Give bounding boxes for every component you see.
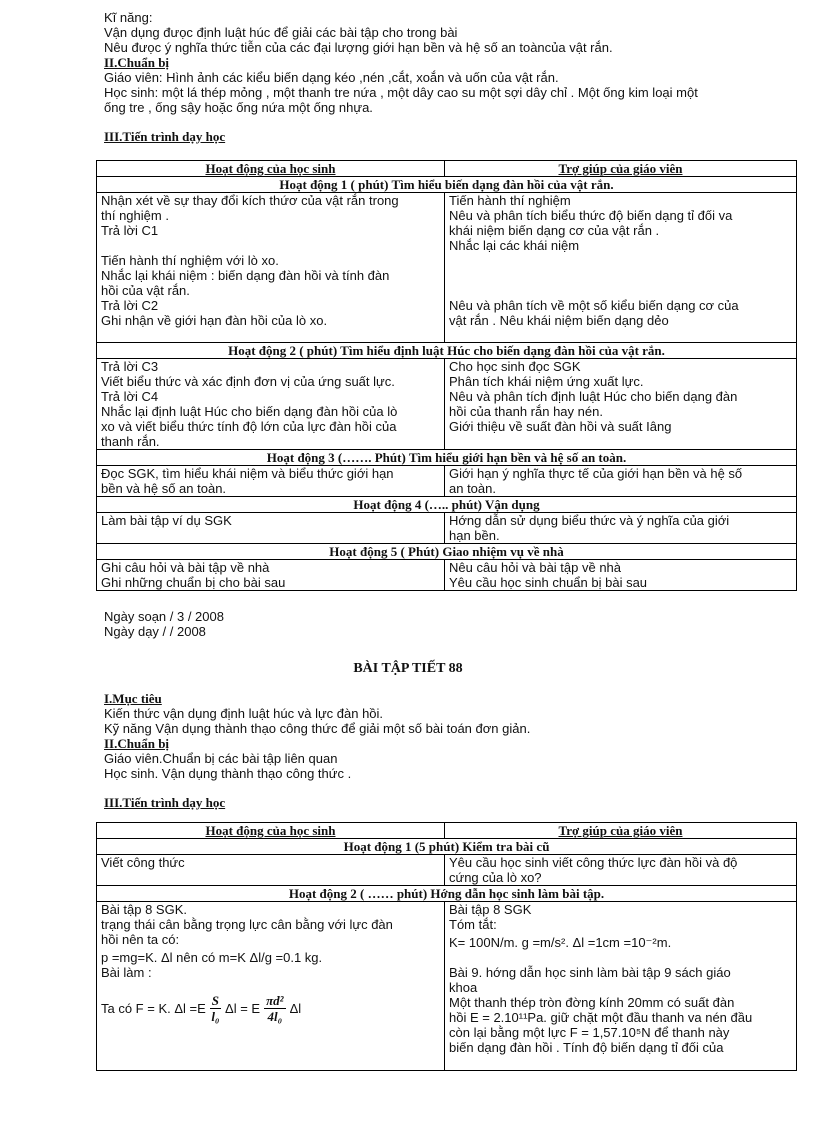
text-line: Kỹ năng Vận dụng thành thạo công thức để giải một số bài toán đơn giản. [104,721,531,736]
activity-title: Hoạt động 2 ( phút) Tìm hiểu định luật Húc cho biến dạng đàn hồi của vật rắn. [97,343,797,359]
student-cell [97,193,445,343]
exercise-table [96,822,797,1071]
cell-line: Tiến hành thí nghiệm [449,193,571,208]
cell-line: Nhắc lại khái niệm : biến dạng đàn hồi và tính đàn [101,268,390,283]
cell-line: Tóm tắt: [449,917,497,932]
cell-line: xo và viết biểu thức tính độ lớn của lực đàn hồi của [101,419,397,434]
cell-line: cứng của lò xo? [449,870,542,885]
student-cell [97,359,445,450]
student-cell [97,902,445,1071]
cell-line: Bài tập 8 SGK. [101,902,187,917]
cell-line: Phân tích khái niệm ứng xuất lực. [449,374,644,389]
text-line: Giáo viên: Hình ảnh các kiểu biến dạng kéo ,nén ,cắt, xoắn và uốn của vật rắn. [104,70,559,85]
dates-block [104,609,784,639]
document-page [101,10,784,1071]
cell-line: Nhắc lại định luật Húc cho biến dạng đàn hồi của lò [101,404,398,419]
skills-section [104,10,784,55]
cell-line: Trả lời C3 [101,359,159,374]
formula-part: Ta có F = K. Δl =E [101,1000,206,1016]
cell-line: hồi của vật rắn. [101,283,190,298]
text-line: Học sinh: một lá thép mỏng , một thanh tre nứa , một dây cao su một sợi dây chỉ . Một ống kim loại một [104,85,698,100]
cell-line: Ghi câu hỏi và bài tập về nhà [101,560,270,575]
text-line: Giáo viên.Chuẩn bị các bài tập liên quan [104,751,338,766]
text-line: Kiến thức vận dụng định luật húc và lực đàn hồi. [104,706,384,721]
activity-title: Hoạt động 1 ( phút) Tìm hiểu biến dạng đàn hồi của vật rắn. [97,177,797,193]
cell-line: Nêu và phân tích biểu thức độ biến dạng tỉ đối va [449,208,733,223]
student-cell [97,513,445,544]
cell-line: Giới hạn ý nghĩa thực tế của giới hạn bền và hệ số [449,466,743,481]
fraction-denominator: 4l₀ [267,1008,283,1024]
cell-line: hồi nên ta có: [101,932,180,947]
prep-section [104,70,784,115]
cell-line: Trả lời C1 [101,223,159,238]
activity-title: Hoạt động 2 ( …… phút) Hớng dẫn học sinh làm bài tập. [97,886,797,902]
teacher-cell [445,466,797,497]
teacher-cell [445,560,797,591]
student-cell [97,466,445,497]
text-line: ống tre , ống sậy hoặc ống nứa một ống nhựa. [104,100,373,115]
section-heading: II.Chuẩn bị [104,55,170,70]
fraction-numerator: πd² [266,992,284,1008]
cell-line: vật rắn . Nêu khái niệm biến dạng dẻo [449,313,669,328]
teacher-cell [445,513,797,544]
column-header-student: Hoạt động của học sinh [97,823,445,839]
section-heading: III.Tiến trình dạy học [104,129,226,144]
cell-line: Ghi những chuẩn bị cho bài sau [101,575,286,590]
cell-line: Tiến hành thí nghiệm với lò xo. [101,253,279,268]
student-cell [97,855,445,886]
date-line: Ngày dạy / / 2008 [104,624,206,639]
cell-line: Nêu và phân tích định luật Húc cho biến dạng đàn [449,389,738,404]
cell-line: Yêu cầu học sinh viết công thức lực đàn hồi và độ [449,855,738,870]
cell-line: Bài 9. hớng dẫn học sinh làm bài tập 9 sách giáo [449,965,731,980]
column-header-teacher: Trợ giúp của giáo viên [445,823,797,839]
cell-line: Một thanh thép tròn đờng kính 20mm có suất đàn [449,995,735,1010]
equation-line: K= 100N/m. g =m/s². Δl =1cm =10⁻²m. [449,935,672,950]
student-cell [97,560,445,591]
cell-line: Nêu câu hỏi và bài tập về nhà [449,560,622,575]
cell-line: Ghi nhận về giới hạn đàn hồi của lò xo. [101,313,328,328]
cell-line: hồi E = 2.10¹¹Pa. giữ chặt một đầu thanh va nén đầu [449,1010,753,1025]
activity-title: Hoạt động 4 (….. phút) Vận dụng [97,497,797,513]
formula-part: Δl = E [225,1000,261,1016]
cell-line: Viết công thức [101,855,185,870]
column-header-student: Hoạt động của học sinh [97,161,445,177]
fraction [264,993,286,1024]
cell-line: trạng thái cân bằng trọng lực cân bằng với lực đàn [101,917,393,932]
teacher-cell [445,359,797,450]
cell-line: Nhắc lại các khái niệm [449,238,580,253]
text-line: Học sinh. Vận dụng thành thạo công thức . [104,766,352,781]
cell-line: an toàn. [449,481,496,496]
cell-line: thanh rắn. [101,434,160,449]
cell-line: Cho học sinh đọc SGK [449,359,581,374]
activity-title: Hoạt động 1 (5 phút) Kiểm tra bài cũ [97,839,797,855]
cell-line: Đọc SGK, tìm hiểu khái niệm và biểu thức giới hạn [101,466,394,481]
cell-line: Viết biểu thức và xác định đơn vị của ứng suất lực. [101,374,395,389]
section-heading: I.Mục tiêu [104,691,162,706]
cell-line: còn lại bằng một lực F = 1,57.10⁵N để thanh này [449,1025,730,1040]
cell-line: thí nghiệm . [101,208,169,223]
formula [101,986,440,1030]
fraction-denominator: l₀ [211,1008,220,1024]
date-line: Ngày soạn / 3 / 2008 [104,609,224,624]
teacher-cell [445,855,797,886]
cell-line: Trả lời C2 [101,298,159,313]
cell-line: Hớng dẫn sử dụng biểu thức và ý nghĩa của giới [449,513,730,528]
cell-line: Nêu và phân tích về một số kiểu biến dạng cơ của [449,298,739,313]
page-title: BÀI TẬP TIẾT 88 [353,661,463,676]
cell-line: Trả lời C4 [101,389,159,404]
teacher-cell [445,902,797,1071]
lesson-table [96,160,797,591]
activity-title: Hoạt động 3 (……. Phút) Tìm hiểu giới hạn bền và hệ số an toàn. [97,450,797,466]
text-line: Vận dụng đưọc định luật húc để giải các bài tập cho trong bài [104,25,458,40]
cell-line: Yêu cầu học sinh chuẩn bị bài sau [449,575,648,590]
teacher-cell [445,193,797,343]
cell-line: Bài làm : [101,965,152,980]
cell-line: Giới thiệu về suất đàn hồi và suất Iâng [449,419,672,434]
cell-line: Bài tập 8 SGK [449,902,532,917]
section-heading: II.Chuẩn bị [104,736,170,751]
cell-line: Làm bài tập ví dụ SGK [101,513,232,528]
cell-line: khoa [449,980,478,995]
equation-line: p =mg=K. Δl nên có m=K Δl/g =0.1 kg. [101,950,323,965]
cell-line: hạn bền. [449,528,500,543]
cell-line: Nhận xét về sự thay đổi kích thứơ của vật rắn trong [101,193,399,208]
text-line: Nêu đưọc ý nghĩa thức tiễn của các đại lượng giới hạn bền và hệ số an toàncủa vật rắn. [104,40,613,55]
section-heading: III.Tiến trình dạy học [104,795,226,810]
cell-line: bền và hệ số an toàn. [101,481,227,496]
text-line: Kĩ năng: [104,10,153,25]
column-header-teacher: Trợ giúp của giáo viên [445,161,797,177]
cell-line: hồi của thanh rắn hay nén. [449,404,603,419]
formula-part: Δl [289,1000,302,1016]
activity-title: Hoạt động 5 ( Phút) Giao nhiệm vụ về nhà [97,544,797,560]
fraction-numerator: S [211,992,220,1008]
fraction [210,993,221,1024]
cell-line: khái niệm biến dạng cơ của vật rắn . [449,223,660,238]
cell-line: biến dạng đàn hồi . Tính độ biến dạng tỉ đối của [449,1040,724,1055]
